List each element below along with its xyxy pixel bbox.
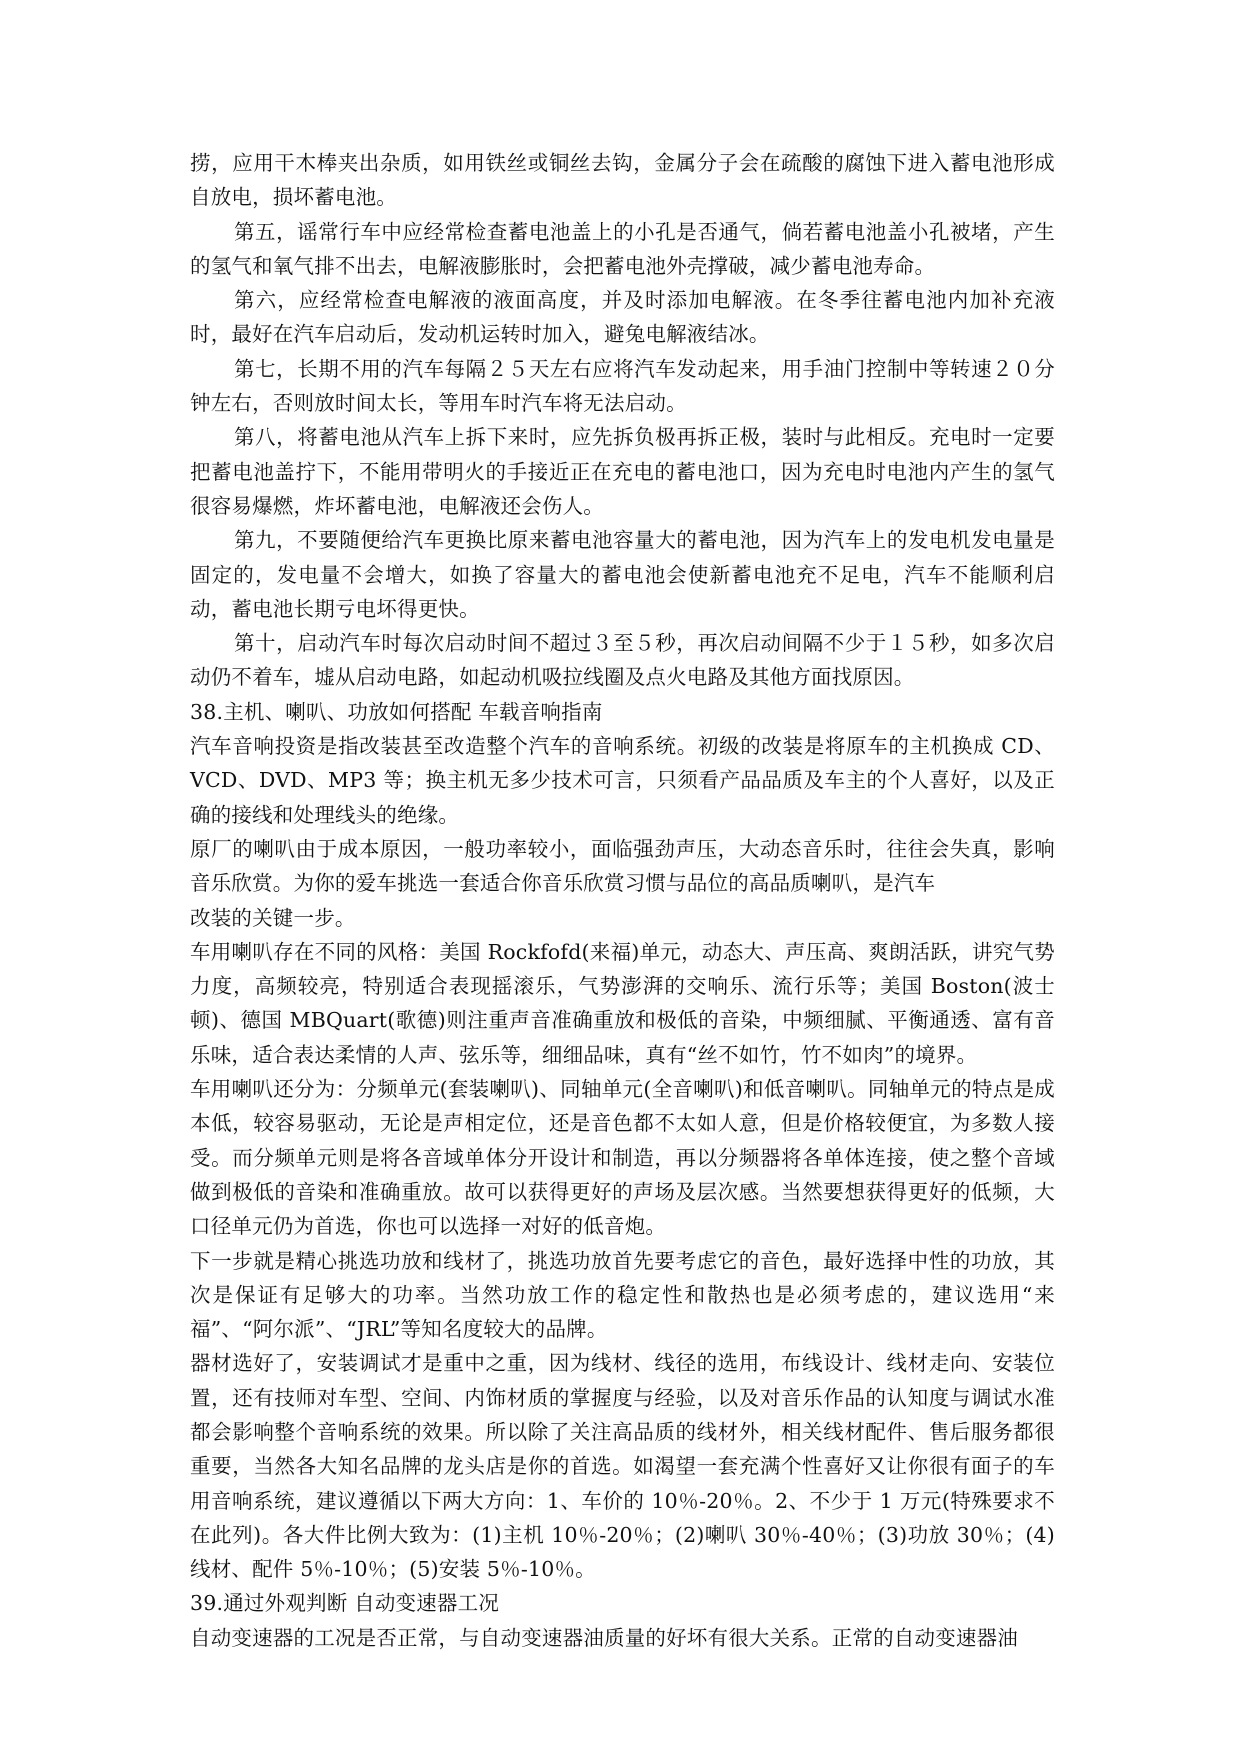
paragraph-oem-speakers: 原厂的喇叭由于成本原因，一般功率较小，面临强劲声压，大动态音乐时，往往会失真，影响音乐欣赏。为你的爱车挑选一套适合你音乐欣赏习惯与品位的高品质喇叭，是汽车 bbox=[190, 836, 1055, 896]
paragraph-eighth-tip: 第八，将蓄电池从汽车上拆下来时，应先拆负极再拆正极，装时与此相反。充电时一定要把蓄电池盖拧下，不能用带明火的手接近正在充电的蓄电池口，因为充电时电池内产生的氢气很容易爆燃，炸坏蓄电池，电解液还会伤人。 bbox=[190, 425, 1055, 518]
paragraph-audio-investment: 汽车音响投资是指改装甚至改造整个汽车的音响系统。初级的改装是将原车的主机换成 CD、VCD、DVD、MP3 等；换主机无多少技术可言，只须看产品品质及车主的个人喜好，以及正确的接线和处理线头的绝缘。 bbox=[190, 734, 1055, 827]
section-heading-38: 38.主机、喇叭、功放如何搭配 车载音响指南 bbox=[190, 699, 603, 724]
paragraph-ninth-tip: 第九，不要随便给汽车更换比原来蓄电池容量大的蓄电池，因为汽车上的发电机发电量是固定的，发电量不会增大，如换了容量大的蓄电池会使新蓄电池充不足电，汽车不能顺利启动，蓄电池长期亏电坏得更快。 bbox=[190, 528, 1055, 621]
paragraph: 捞，应用干木棒夹出杂质，如用铁丝或铜丝去钩，金属分子会在疏酸的腐蚀下进入蓄电池形成自放电，损坏蓄电池。 bbox=[190, 151, 1055, 210]
paragraph-speaker-types: 车用喇叭还分为：分频单元(套装喇叭)、同轴单元(全音喇叭)和低音喇叭。同轴单元的特点是成本低，较容易驱动，无论是声相定位，还是音色都不太如人意，但是价格较便宜，为多数人接受。而分频单元则是将各音域单体分开设计和制造，再以分频器将各单体连接，使之整个音域做到极低的音染和准确重放。故可以获得更好的声场及层次感。当然要想获得更好的低频，大口径单元仍为首选，你也可以选择一对好的低音炮。 bbox=[190, 1077, 1055, 1239]
paragraph-speaker-styles: 车用喇叭存在不同的风格：美国 Rockfofd(来福)单元，动态大、声压高、爽朗活跃，讲究气势力度，高频较亮，特别适合表现摇滚乐，气势澎湃的交响乐、流行乐等；美国 Boston(波士顿)、德国 MBQuart(歌德)则注重声音准确重放和极低的音染，中频细腻、平衡通透、富有音乐味，适合表达柔情的人声、弦乐等，细细品味，真有“丝不如竹，竹不如肉”的境界。 bbox=[190, 939, 1055, 1067]
section-heading-39: 39.通过外观判断 自动变速器工况 bbox=[190, 1591, 500, 1616]
paragraph-installation: 器材选好了，安装调试才是重中之重，因为线材、线径的选用，布线设计、线材走向、安装位置，还有技师对车型、空间、内饰材质的掌握度与经验，以及对音乐作品的认知度与调试水准都会影响整个音响系统的效果。所以除了关注高品质的线材外，相关线材配件、售后服务都很重要，当然各大知名品牌的龙头店是你的首选。如渴望一套充满个性喜好又让你很有面子的车用音响系统，建议遵循以下两大方向：1、车价的 10％-20％。2、不少于 1 万元(特殊要求不在此列)。各大件比例大致为：(1)主机 10％-20％；(2)喇叭 30％-40％；(3)功放 30％；(4)线材、配件 5％-10％；(5)安装 5％-10％。 bbox=[190, 1351, 1055, 1582]
paragraph-oem-speakers-cont: 改装的关键一步。 bbox=[190, 905, 356, 930]
paragraph-seventh-tip: 第七，长期不用的汽车每隔２５天左右应将汽车发动起来，用手油门控制中等转速２０分钟左右，否则放时间太长，等用车时汽车将无法启动。 bbox=[190, 356, 1055, 416]
paragraph-sixth-tip: 第六，应经常检查电解液的液面高度，并及时添加电解液。在冬季往蓄电池内加补充液时，最好在汽车启动后，发动机运转时加入，避兔电解液结冰。 bbox=[190, 288, 1055, 347]
paragraph-amplifier-selection: 下一步就是精心挑选功放和线材了，挑选功放首先要考虑它的音色，最好选择中性的功放，其次是保证有足够大的功率。当然功放工作的稳定性和散热也是必须考虑的，建议选用“来福”、“阿尔派”、“JRL”等知名度较大的品牌。 bbox=[190, 1248, 1055, 1342]
paragraph-tenth-tip: 第十，启动汽车时每次启动时间不超过３至５秒，再次启动间隔不少于１５秒，如多次启动仍不着车，墟从启动电路，如起动机吸拉线圈及点火电路及其他方面找原因。 bbox=[190, 631, 1055, 690]
paragraph-transmission-fluid: 自动变速器的工况是否正常，与自动变速器油质量的好坏有很大关系。正常的自动变速器油 bbox=[190, 1625, 1018, 1650]
document-page bbox=[190, 146, 1055, 1655]
paragraph-fifth-tip: 第五，谣常行车中应经常检查蓄电池盖上的小孔是否通气，倘若蓄电池盖小孔被堵，产生的氢气和氧气排不出去，电解液膨胀时，会把蓄电池外壳撑破，减少蓄电池寿命。 bbox=[190, 219, 1055, 278]
